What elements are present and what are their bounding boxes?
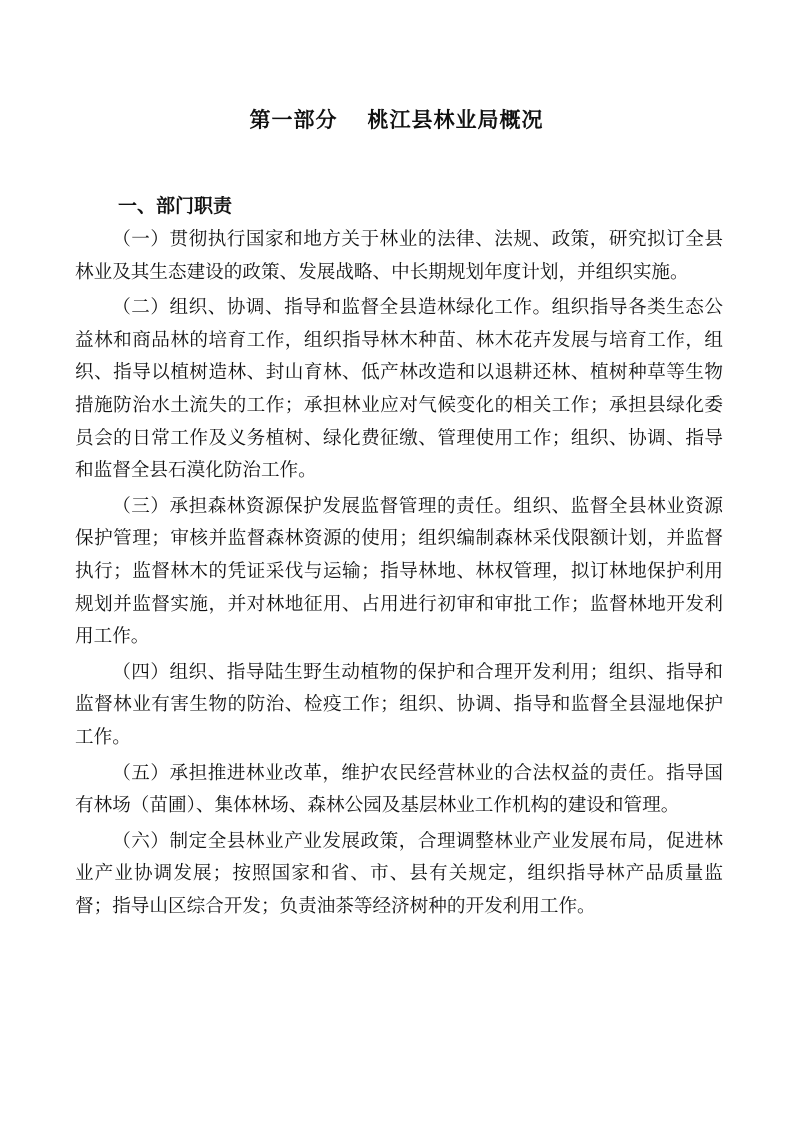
title-name: 桃江县林业局概况 bbox=[367, 108, 544, 132]
paragraph: （四）组织、指导陆生野生动植物的保护和合理开发利用；组织、指导和监督林业有害生物的防治、检疫工作；组织、协调、指导和监督全县湿地保护工作。 bbox=[75, 661, 723, 748]
paragraph: （三）承担森林资源保护发展监督管理的责任。组织、监督全县林业资源保护管理；审核并监督森林资源的使用；组织编制森林采伐限额计划，并监督执行；监督林木的凭证采伐与运输；指导林地、林权管理，拟订林地保护利用规划并监督实施，并对林地征用、占用进行初审和审批工作；监督林地开发利用工作。 bbox=[75, 495, 723, 648]
page-title bbox=[0, 104, 793, 136]
section-heading: 一、部门职责 bbox=[118, 195, 233, 217]
body-text bbox=[75, 224, 723, 926]
title-part: 第一部分 bbox=[249, 108, 338, 132]
paragraph: （五）承担推进林业改革，维护农民经营林业的合法权益的责任。指导国有林场（苗圃）、集体林场、森林公园及基层林业工作机构的建设和管理。 bbox=[75, 762, 723, 817]
paragraph: （六）制定全县林业产业发展政策，合理调整林业产业发展布局，促进林业产业协调发展；按照国家和省、市、县有关规定，组织指导林产品质量监督；指导山区综合开发；负责油茶等经济树种的开发利用工作。 bbox=[75, 830, 723, 917]
paragraph: （二）组织、协调、指导和监督全县造林绿化工作。组织指导各类生态公益林和商品林的培育工作，组织指导林木种苗、林木花卉发展与培育工作，组织、指导以植树造林、封山育林、低产林改造和以退耕还林、植树种草等生物措施防治水土流失的工作；承担林业应对气候变化的相关工作；承担县绿化委员会的日常工作及义务植树、绿化费征缴、管理使用工作；组织、协调、指导和监督全县石漠化防治工作。 bbox=[75, 297, 723, 482]
paragraph: （一）贯彻执行国家和地方关于林业的法律、法规、政策，研究拟订全县林业及其生态建设的政策、发展战略、中长期规划年度计划，并组织实施。 bbox=[75, 229, 723, 283]
